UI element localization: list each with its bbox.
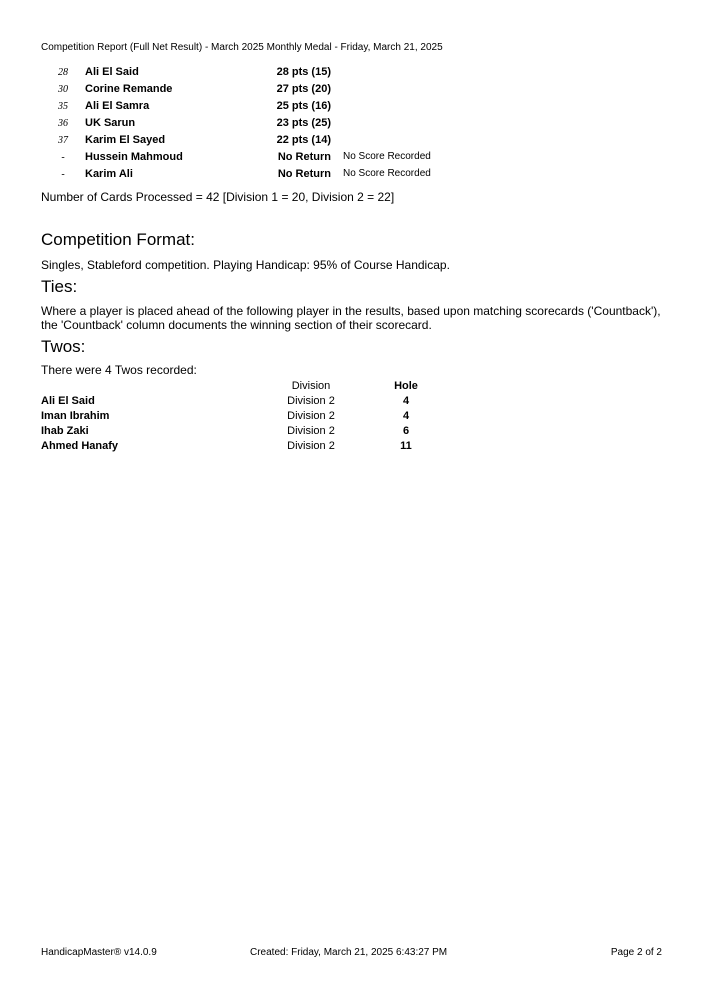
hole: 11 bbox=[400, 440, 412, 452]
table-row bbox=[41, 100, 441, 117]
player-name: Ali El Samra bbox=[85, 100, 150, 112]
player-name: Ihab Zaki bbox=[41, 425, 89, 437]
cards-processed: Number of Cards Processed = 42 [Division 1 = 20, Division 2 = 22] bbox=[41, 190, 395, 204]
score: 22 pts (14) bbox=[276, 134, 331, 146]
score-note: No Score Recorded bbox=[343, 151, 431, 162]
table-row bbox=[41, 117, 441, 134]
score: 23 pts (25) bbox=[276, 117, 331, 129]
division: Division 2 bbox=[287, 395, 335, 407]
results-table bbox=[41, 66, 441, 185]
column-header-hole: Hole bbox=[394, 380, 418, 392]
score: 27 pts (20) bbox=[276, 83, 331, 95]
footer-software: HandicapMaster® v14.0.9 bbox=[41, 947, 157, 958]
player-name: Hussein Mahmoud bbox=[85, 151, 183, 163]
player-name: Corine Remande bbox=[85, 83, 173, 95]
player-name: Ahmed Hanafy bbox=[41, 440, 119, 452]
score: 28 pts (15) bbox=[276, 66, 331, 78]
player-name: Ali El Said bbox=[41, 395, 95, 407]
division: Division 2 bbox=[287, 440, 335, 452]
table-row bbox=[41, 395, 441, 410]
table-row bbox=[41, 410, 441, 425]
position: 36 bbox=[58, 118, 68, 129]
twos-heading: Twos: bbox=[41, 337, 86, 356]
position: 30 bbox=[58, 84, 68, 95]
footer-created: Created: Friday, March 21, 2025 6:43:27 PM bbox=[250, 947, 448, 958]
player-name: Ali El Said bbox=[85, 66, 139, 78]
twos-intro: There were 4 Twos recorded: bbox=[41, 363, 197, 377]
twos-header-row bbox=[41, 380, 441, 395]
position: 28 bbox=[58, 67, 68, 78]
footer-page-number: Page 2 of 2 bbox=[610, 947, 662, 958]
position: 35 bbox=[58, 101, 68, 112]
score: No Return bbox=[277, 168, 331, 180]
hole: 4 bbox=[402, 410, 410, 422]
table-row bbox=[41, 168, 441, 185]
table-row bbox=[41, 134, 441, 151]
ties-text: Where a player is placed ahead of the following player in the results, based upon matching scorecards ('Countback'), the 'Countback' column documents the winning section of their scorecard. bbox=[41, 304, 661, 332]
score: 25 pts (16) bbox=[276, 100, 331, 112]
hole: 4 bbox=[402, 395, 410, 407]
table-row bbox=[41, 66, 441, 83]
player-name: Iman Ibrahim bbox=[41, 410, 110, 422]
table-row bbox=[41, 425, 441, 440]
score-note: No Score Recorded bbox=[343, 168, 431, 179]
report-header: Competition Report (Full Net Result) - March 2025 Monthly Medal - Friday, March 21, 2025 bbox=[41, 42, 443, 53]
position: - bbox=[61, 152, 65, 163]
score: No Return bbox=[277, 151, 331, 163]
column-header-division: Division bbox=[291, 380, 331, 392]
table-row bbox=[41, 83, 441, 100]
hole: 6 bbox=[402, 425, 410, 437]
division: Division 2 bbox=[287, 425, 335, 437]
twos-table bbox=[41, 380, 441, 455]
format-text: Singles, Stableford competition. Playing Handicap: 95% of Course Handicap. bbox=[41, 258, 450, 272]
position: 37 bbox=[58, 135, 68, 146]
table-row bbox=[41, 440, 441, 455]
player-name: UK Sarun bbox=[85, 117, 136, 129]
ties-heading: Ties: bbox=[41, 277, 78, 296]
format-heading: Competition Format: bbox=[41, 230, 195, 249]
division: Division 2 bbox=[287, 410, 335, 422]
table-row bbox=[41, 151, 441, 168]
player-name: Karim Ali bbox=[85, 168, 133, 180]
position: - bbox=[61, 169, 65, 180]
player-name: Karim El Sayed bbox=[85, 134, 166, 146]
